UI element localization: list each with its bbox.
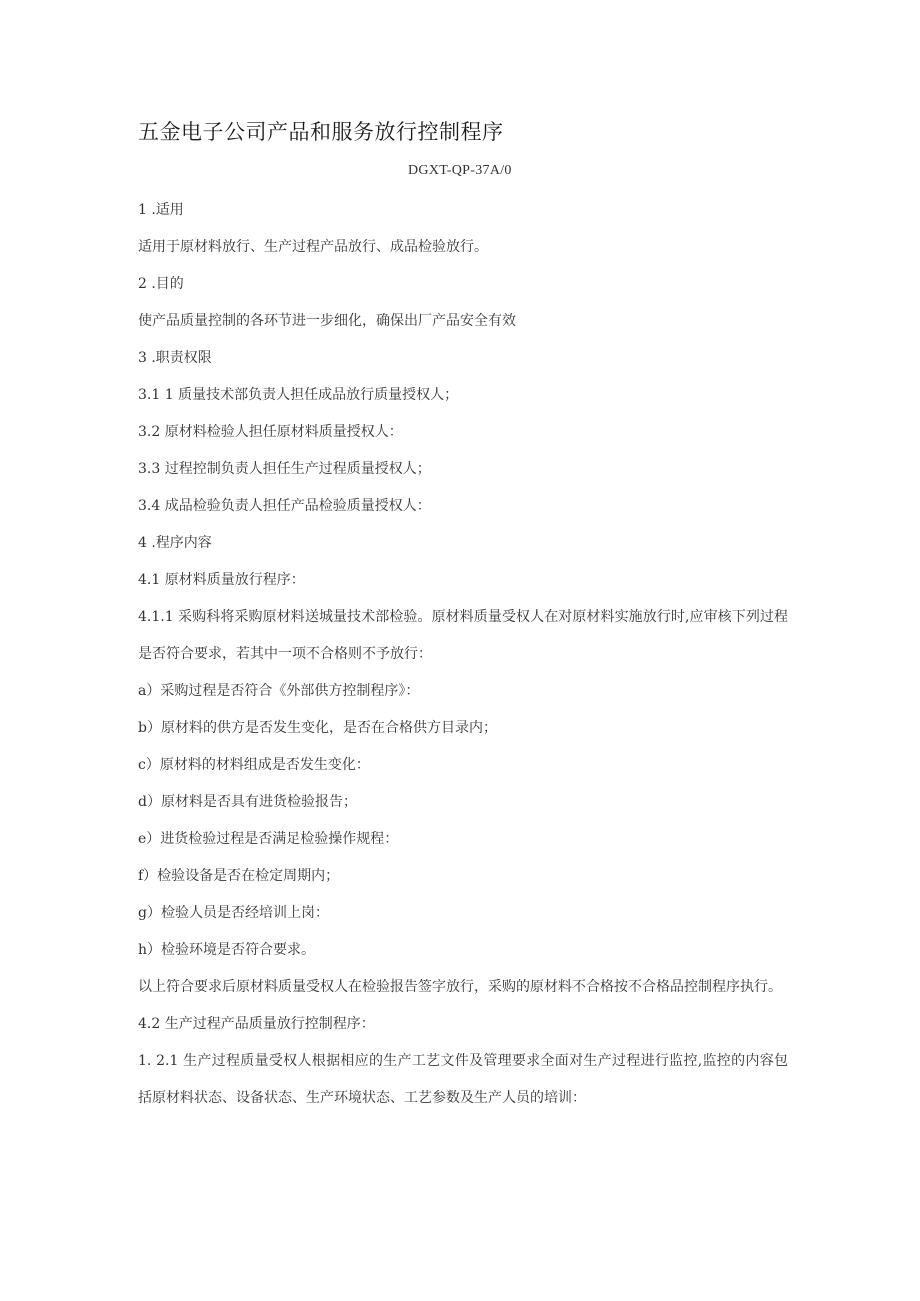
section-heading-scope: 1 .适用 [138,202,184,218]
item-3-1: 3.1 1 质量技术部负责人担任成品放行质量授权人； [138,387,459,403]
list-item-a: a）采购过程是否符合《外部供方控制程序》： [138,683,420,699]
paragraph-release-conclusion: 以上符合要求后原材料质量受权人在检验报告签字放行，采购的原材料不合格按不合格品控制程序执行。 [138,979,782,995]
paragraph-purpose: 使产品质量控制的各环节进一步细化，确保出厂产品安全有效 [138,313,516,329]
list-item-f: f）检验设备是否在检定周期内； [138,868,340,884]
document-title: 五金电子公司产品和服务放行控制程序 [138,120,504,144]
paragraph-scope: 适用于原材料放行、生产过程产品放行、成品检验放行。 [138,239,488,255]
item-3-2: 3.2 原材料检验人担任原材料质量授权人： [138,424,403,440]
item-4-2: 4.2 生产过程产品质量放行控制程序： [138,1016,375,1032]
list-item-b: b）原材料的供方是否发生变化，是否在合格供方目录内； [138,720,497,736]
item-4-2-1: 1. 2.1 生产过程质量受权人根据相应的生产工艺文件及管理要求全面对生产过程进行监控,监控的内容包括原材料状态、设备状态、生产环境状态、工艺参数及生产人员的培训： [138,1053,788,1106]
section-heading-responsibilities: 3 .职责权限 [138,350,212,366]
document-body [138,192,788,1117]
item-3-4: 3.4 成品检验负责人担任产品检验质量授权人： [138,498,431,514]
list-item-c: c）原材料的材料组成是否发生变化： [138,757,370,773]
list-item-h: h）检验环境是否符合要求。 [138,942,316,958]
list-item-d: d）原材料是否具有进货检验报告； [138,794,357,810]
section-heading-procedure: 4 .程序内容 [138,535,212,551]
list-item-g: g）检验人员是否经培训上岗： [138,905,329,921]
item-4-1-1: 4.1.1 采购科将采购原材料送城量技术部检验。原材料质量受权人在对原材料实施放行时,应审核下列过程是否符合要求，若其中一项不合格则不予放行： [138,609,788,662]
item-4-1: 4.1 原材料质量放行程序： [138,572,305,588]
list-item-e: e）进货检验过程是否满足检验操作规程： [138,831,399,847]
item-3-3: 3.3 过程控制负责人担任生产过程质量授权人； [138,461,431,477]
section-heading-purpose: 2 .目的 [138,276,184,292]
document-code: DGXT-QP-37A/0 [408,163,512,178]
